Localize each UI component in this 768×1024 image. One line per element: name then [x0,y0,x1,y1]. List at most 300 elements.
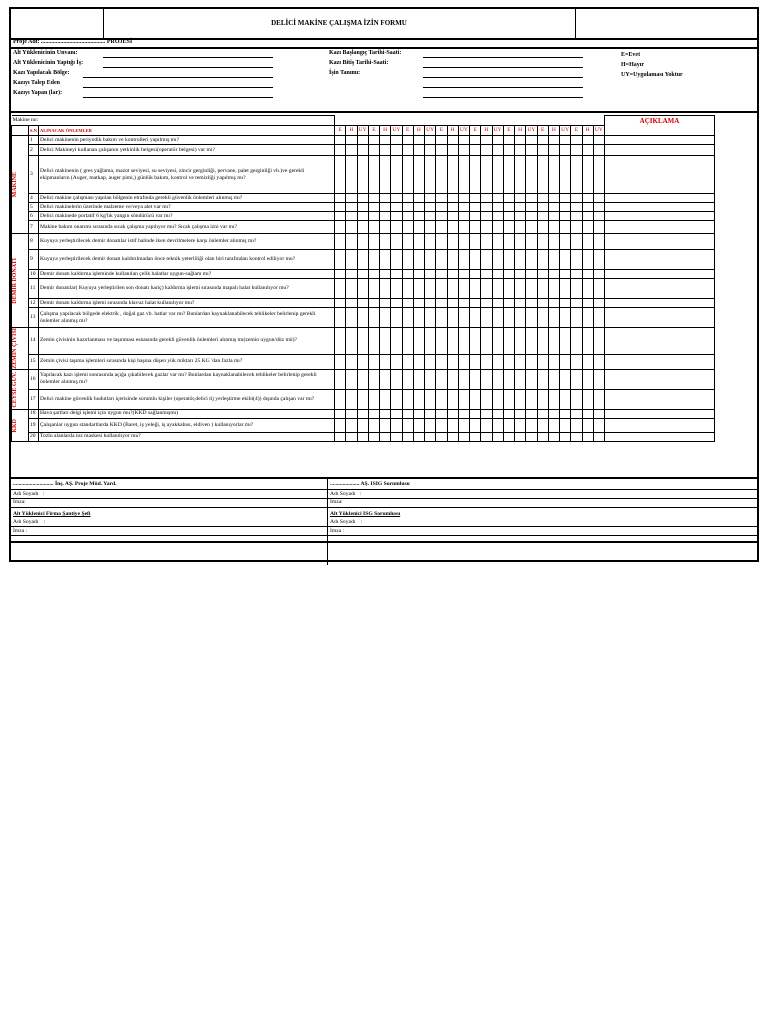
answer-cell-uy[interactable] [526,212,537,221]
answer-cell-h[interactable] [447,270,458,279]
answer-cell-h[interactable] [413,221,424,234]
answer-cell-uy[interactable] [391,389,402,409]
answer-cell-e[interactable] [571,136,582,145]
answer-cell-h[interactable] [582,212,593,221]
answer-cell-uy[interactable] [526,418,537,432]
answer-cell-uy[interactable] [526,270,537,279]
answer-cell-h[interactable] [346,136,357,145]
answer-cell-uy[interactable] [593,234,604,250]
answer-cell-uy[interactable] [492,308,503,328]
answer-cell-h[interactable] [548,354,559,369]
answer-cell-e[interactable] [402,212,413,221]
answer-cell-uy[interactable] [492,432,503,441]
answer-cell-e[interactable] [537,194,548,203]
answer-cell-uy[interactable] [593,409,604,418]
aciklama-cell[interactable] [605,250,715,270]
answer-cell-uy[interactable] [458,212,469,221]
answer-cell-uy[interactable] [425,203,436,212]
answer-cell-e[interactable] [537,418,548,432]
answer-cell-h[interactable] [413,203,424,212]
answer-cell-uy[interactable] [492,156,503,194]
answer-cell-uy[interactable] [492,136,503,145]
answer-cell-h[interactable] [582,250,593,270]
answer-cell-h[interactable] [481,203,492,212]
answer-cell-uy[interactable] [560,136,571,145]
answer-cell-h[interactable] [481,145,492,156]
answer-cell-h[interactable] [548,369,559,389]
answer-cell-e[interactable] [402,156,413,194]
answer-cell-uy[interactable] [492,194,503,203]
answer-cell-uy[interactable] [492,270,503,279]
answer-cell-uy[interactable] [560,389,571,409]
answer-cell-uy[interactable] [492,279,503,299]
answer-cell-e[interactable] [402,250,413,270]
answer-cell-e[interactable] [470,389,481,409]
answer-cell-uy[interactable] [425,234,436,250]
answer-cell-uy[interactable] [526,369,537,389]
answer-cell-e[interactable] [436,279,447,299]
answer-cell-uy[interactable] [391,250,402,270]
answer-cell-uy[interactable] [458,250,469,270]
answer-cell-e[interactable] [571,221,582,234]
answer-cell-uy[interactable] [357,194,368,203]
answer-cell-h[interactable] [582,203,593,212]
answer-cell-e[interactable] [402,221,413,234]
answer-cell-uy[interactable] [391,156,402,194]
answer-cell-uy[interactable] [593,279,604,299]
answer-cell-e[interactable] [503,369,514,389]
answer-cell-e[interactable] [537,299,548,308]
answer-cell-h[interactable] [380,418,391,432]
answer-cell-e[interactable] [503,354,514,369]
answer-cell-h[interactable] [582,369,593,389]
answer-cell-e[interactable] [402,328,413,355]
answer-cell-uy[interactable] [560,270,571,279]
answer-cell-e[interactable] [537,328,548,355]
answer-cell-uy[interactable] [560,369,571,389]
answer-cell-e[interactable] [571,203,582,212]
answer-cell-uy[interactable] [357,389,368,409]
answer-cell-uy[interactable] [526,308,537,328]
answer-cell-h[interactable] [548,432,559,441]
answer-cell-uy[interactable] [425,389,436,409]
answer-cell-uy[interactable] [425,279,436,299]
answer-cell-e[interactable] [436,328,447,355]
excavators-field[interactable] [83,97,273,98]
answer-cell-h[interactable] [380,328,391,355]
answer-cell-h[interactable] [481,369,492,389]
answer-cell-uy[interactable] [357,308,368,328]
answer-cell-h[interactable] [346,156,357,194]
answer-cell-e[interactable] [470,234,481,250]
answer-cell-h[interactable] [447,234,458,250]
answer-cell-e[interactable] [537,389,548,409]
answer-cell-h[interactable] [380,212,391,221]
answer-cell-e[interactable] [335,194,346,203]
answer-cell-uy[interactable] [391,203,402,212]
answer-cell-uy[interactable] [492,409,503,418]
answer-cell-uy[interactable] [560,203,571,212]
aciklama-cell[interactable] [605,299,715,308]
answer-cell-e[interactable] [335,156,346,194]
answer-cell-uy[interactable] [593,212,604,221]
aciklama-cell[interactable] [605,432,715,441]
answer-cell-h[interactable] [515,308,526,328]
answer-cell-uy[interactable] [526,354,537,369]
answer-cell-uy[interactable] [391,270,402,279]
job-description-field-1[interactable] [423,77,583,78]
answer-cell-h[interactable] [515,145,526,156]
answer-cell-h[interactable] [380,432,391,441]
answer-cell-uy[interactable] [526,328,537,355]
answer-cell-uy[interactable] [560,279,571,299]
answer-cell-h[interactable] [447,354,458,369]
answer-cell-e[interactable] [436,234,447,250]
answer-cell-h[interactable] [515,136,526,145]
answer-cell-h[interactable] [515,354,526,369]
answer-cell-e[interactable] [470,409,481,418]
answer-cell-h[interactable] [346,279,357,299]
aciklama-cell[interactable] [605,234,715,250]
answer-cell-uy[interactable] [425,328,436,355]
answer-cell-h[interactable] [447,409,458,418]
answer-cell-h[interactable] [447,299,458,308]
answer-cell-uy[interactable] [391,369,402,389]
answer-cell-h[interactable] [346,354,357,369]
answer-cell-e[interactable] [470,250,481,270]
answer-cell-h[interactable] [413,369,424,389]
answer-cell-h[interactable] [380,369,391,389]
aciklama-cell[interactable] [605,145,715,156]
answer-cell-e[interactable] [335,418,346,432]
answer-cell-h[interactable] [380,145,391,156]
answer-cell-uy[interactable] [560,145,571,156]
answer-cell-uy[interactable] [425,156,436,194]
answer-cell-e[interactable] [368,145,379,156]
subcontractor-title-field[interactable] [103,57,273,58]
answer-cell-e[interactable] [402,354,413,369]
answer-cell-uy[interactable] [458,203,469,212]
answer-cell-h[interactable] [481,299,492,308]
answer-cell-e[interactable] [335,221,346,234]
answer-cell-h[interactable] [481,418,492,432]
answer-cell-h[interactable] [346,250,357,270]
answer-cell-e[interactable] [537,279,548,299]
answer-cell-e[interactable] [368,389,379,409]
answer-cell-h[interactable] [447,145,458,156]
answer-cell-uy[interactable] [526,194,537,203]
answer-cell-h[interactable] [481,221,492,234]
excavation-area-field[interactable] [83,77,273,78]
answer-cell-uy[interactable] [391,194,402,203]
answer-cell-uy[interactable] [357,250,368,270]
answer-cell-h[interactable] [515,156,526,194]
aciklama-cell[interactable] [605,212,715,221]
answer-cell-h[interactable] [515,212,526,221]
answer-cell-uy[interactable] [593,432,604,441]
answer-cell-e[interactable] [436,250,447,270]
answer-cell-e[interactable] [402,432,413,441]
answer-cell-e[interactable] [537,250,548,270]
answer-cell-e[interactable] [571,418,582,432]
answer-cell-h[interactable] [582,389,593,409]
answer-cell-uy[interactable] [458,328,469,355]
answer-cell-h[interactable] [413,354,424,369]
answer-cell-uy[interactable] [357,418,368,432]
answer-cell-e[interactable] [503,418,514,432]
answer-cell-uy[interactable] [492,212,503,221]
answer-cell-e[interactable] [335,136,346,145]
answer-cell-e[interactable] [503,203,514,212]
answer-cell-e[interactable] [436,145,447,156]
answer-cell-uy[interactable] [492,145,503,156]
answer-cell-uy[interactable] [593,389,604,409]
answer-cell-e[interactable] [402,308,413,328]
answer-cell-e[interactable] [436,308,447,328]
answer-cell-e[interactable] [503,194,514,203]
answer-cell-e[interactable] [436,156,447,194]
aciklama-cell[interactable] [605,194,715,203]
answer-cell-uy[interactable] [526,279,537,299]
answer-cell-uy[interactable] [357,369,368,389]
answer-cell-e[interactable] [368,409,379,418]
answer-cell-uy[interactable] [425,432,436,441]
answer-cell-h[interactable] [380,308,391,328]
answer-cell-uy[interactable] [526,432,537,441]
answer-cell-uy[interactable] [425,250,436,270]
answer-cell-e[interactable] [335,432,346,441]
answer-cell-h[interactable] [413,194,424,203]
answer-cell-e[interactable] [402,418,413,432]
answer-cell-uy[interactable] [593,369,604,389]
answer-cell-uy[interactable] [425,136,436,145]
answer-cell-uy[interactable] [458,221,469,234]
answer-cell-h[interactable] [447,156,458,194]
answer-cell-h[interactable] [380,389,391,409]
answer-cell-h[interactable] [515,432,526,441]
answer-cell-h[interactable] [548,156,559,194]
answer-cell-uy[interactable] [391,299,402,308]
answer-cell-e[interactable] [571,234,582,250]
answer-cell-e[interactable] [335,409,346,418]
answer-cell-h[interactable] [515,328,526,355]
answer-cell-h[interactable] [582,221,593,234]
answer-cell-uy[interactable] [593,308,604,328]
answer-cell-h[interactable] [481,234,492,250]
answer-cell-e[interactable] [335,369,346,389]
answer-cell-e[interactable] [436,409,447,418]
answer-cell-uy[interactable] [357,409,368,418]
answer-cell-uy[interactable] [357,156,368,194]
answer-cell-e[interactable] [571,156,582,194]
answer-cell-h[interactable] [346,212,357,221]
answer-cell-uy[interactable] [560,354,571,369]
answer-cell-e[interactable] [402,203,413,212]
answer-cell-uy[interactable] [560,299,571,308]
answer-cell-e[interactable] [503,432,514,441]
answer-cell-uy[interactable] [357,328,368,355]
answer-cell-h[interactable] [346,369,357,389]
answer-cell-uy[interactable] [458,156,469,194]
answer-cell-e[interactable] [503,299,514,308]
answer-cell-h[interactable] [346,203,357,212]
answer-cell-e[interactable] [436,212,447,221]
answer-cell-h[interactable] [548,418,559,432]
answer-cell-e[interactable] [335,250,346,270]
answer-cell-h[interactable] [548,203,559,212]
answer-cell-h[interactable] [582,409,593,418]
answer-cell-uy[interactable] [357,221,368,234]
answer-cell-e[interactable] [571,299,582,308]
answer-cell-uy[interactable] [425,270,436,279]
answer-cell-h[interactable] [413,308,424,328]
answer-cell-e[interactable] [503,136,514,145]
answer-cell-uy[interactable] [593,270,604,279]
answer-cell-h[interactable] [481,156,492,194]
answer-cell-e[interactable] [537,156,548,194]
answer-cell-e[interactable] [470,418,481,432]
answer-cell-e[interactable] [402,234,413,250]
answer-cell-e[interactable] [571,145,582,156]
answer-cell-e[interactable] [402,279,413,299]
answer-cell-uy[interactable] [458,354,469,369]
answer-cell-uy[interactable] [526,234,537,250]
answer-cell-h[interactable] [346,221,357,234]
answer-cell-uy[interactable] [593,299,604,308]
answer-cell-h[interactable] [413,389,424,409]
answer-cell-uy[interactable] [458,194,469,203]
aciklama-cell[interactable] [605,136,715,145]
answer-cell-e[interactable] [470,432,481,441]
answer-cell-h[interactable] [548,212,559,221]
answer-cell-e[interactable] [503,156,514,194]
answer-cell-e[interactable] [436,369,447,389]
answer-cell-h[interactable] [346,194,357,203]
answer-cell-e[interactable] [436,389,447,409]
answer-cell-uy[interactable] [492,203,503,212]
aciklama-cell[interactable] [605,203,715,212]
answer-cell-h[interactable] [548,389,559,409]
answer-cell-e[interactable] [503,279,514,299]
answer-cell-e[interactable] [368,299,379,308]
answer-cell-h[interactable] [380,250,391,270]
answer-cell-uy[interactable] [492,221,503,234]
answer-cell-e[interactable] [335,389,346,409]
answer-cell-e[interactable] [470,221,481,234]
answer-cell-uy[interactable] [492,369,503,389]
answer-cell-uy[interactable] [560,432,571,441]
answer-cell-uy[interactable] [391,279,402,299]
answer-cell-h[interactable] [447,279,458,299]
answer-cell-h[interactable] [447,194,458,203]
answer-cell-e[interactable] [537,432,548,441]
answer-cell-e[interactable] [436,270,447,279]
answer-cell-e[interactable] [571,270,582,279]
answer-cell-h[interactable] [447,389,458,409]
answer-cell-h[interactable] [515,221,526,234]
answer-cell-h[interactable] [548,145,559,156]
answer-cell-e[interactable] [537,136,548,145]
answer-cell-h[interactable] [481,389,492,409]
answer-cell-uy[interactable] [560,194,571,203]
answer-cell-h[interactable] [515,389,526,409]
answer-cell-h[interactable] [582,145,593,156]
answer-cell-h[interactable] [481,432,492,441]
answer-cell-e[interactable] [470,203,481,212]
answer-cell-e[interactable] [402,270,413,279]
answer-cell-uy[interactable] [593,136,604,145]
answer-cell-e[interactable] [335,270,346,279]
answer-cell-uy[interactable] [425,221,436,234]
answer-cell-e[interactable] [368,250,379,270]
answer-cell-e[interactable] [402,299,413,308]
answer-cell-h[interactable] [515,279,526,299]
answer-cell-uy[interactable] [593,156,604,194]
answer-cell-h[interactable] [548,279,559,299]
answer-cell-uy[interactable] [526,409,537,418]
answer-cell-h[interactable] [447,136,458,145]
answer-cell-h[interactable] [582,136,593,145]
answer-cell-e[interactable] [436,432,447,441]
aciklama-cell[interactable] [605,279,715,299]
answer-cell-e[interactable] [470,279,481,299]
answer-cell-e[interactable] [503,409,514,418]
answer-cell-h[interactable] [481,250,492,270]
answer-cell-uy[interactable] [593,418,604,432]
answer-cell-e[interactable] [368,328,379,355]
answer-cell-uy[interactable] [526,203,537,212]
answer-cell-h[interactable] [515,418,526,432]
answer-cell-e[interactable] [368,203,379,212]
answer-cell-uy[interactable] [593,354,604,369]
answer-cell-e[interactable] [571,369,582,389]
answer-cell-e[interactable] [537,270,548,279]
job-description-field-2[interactable] [423,87,583,88]
answer-cell-h[interactable] [346,432,357,441]
answer-cell-uy[interactable] [458,136,469,145]
answer-cell-h[interactable] [481,136,492,145]
answer-cell-h[interactable] [380,194,391,203]
answer-cell-h[interactable] [380,136,391,145]
answer-cell-h[interactable] [582,270,593,279]
answer-cell-h[interactable] [380,279,391,299]
answer-cell-uy[interactable] [458,234,469,250]
answer-cell-h[interactable] [481,328,492,355]
answer-cell-e[interactable] [436,221,447,234]
answer-cell-h[interactable] [582,299,593,308]
answer-cell-h[interactable] [582,328,593,355]
answer-cell-uy[interactable] [560,212,571,221]
job-description-field-3[interactable] [423,97,583,98]
aciklama-cell[interactable] [605,270,715,279]
answer-cell-e[interactable] [470,299,481,308]
answer-cell-e[interactable] [436,354,447,369]
answer-cell-h[interactable] [515,270,526,279]
answer-cell-h[interactable] [582,234,593,250]
answer-cell-e[interactable] [571,389,582,409]
subcontractor-work-field[interactable] [103,67,273,68]
answer-cell-uy[interactable] [391,418,402,432]
answer-cell-uy[interactable] [560,308,571,328]
answer-cell-e[interactable] [335,145,346,156]
answer-cell-e[interactable] [537,409,548,418]
answer-cell-uy[interactable] [560,156,571,194]
answer-cell-uy[interactable] [391,136,402,145]
aciklama-cell[interactable] [605,354,715,369]
answer-cell-e[interactable] [335,212,346,221]
answer-cell-uy[interactable] [425,145,436,156]
answer-cell-e[interactable] [368,354,379,369]
